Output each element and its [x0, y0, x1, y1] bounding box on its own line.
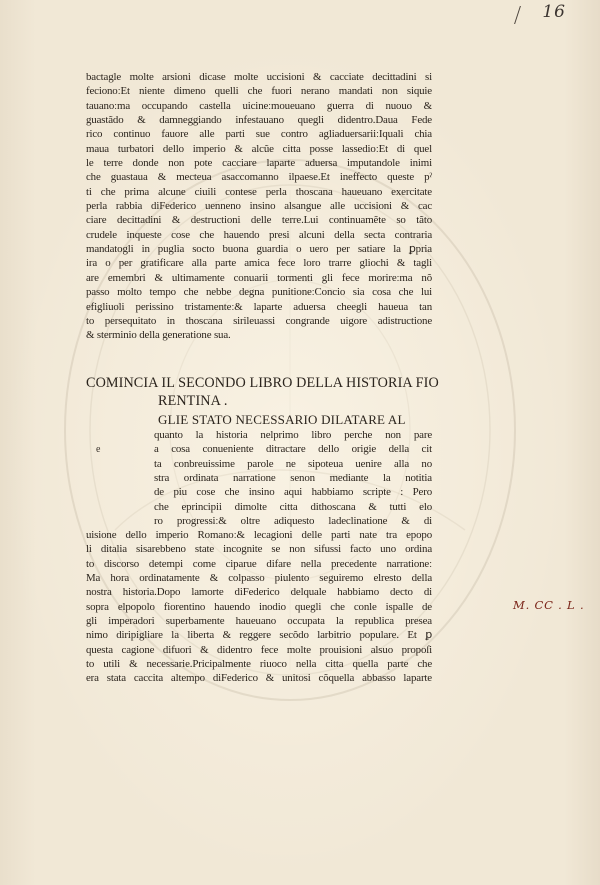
incipit-line: GLIE STATO NECESSARIO DILATARE AL — [158, 412, 406, 427]
text-line: guastãdo & damneggiando infestauano quegli didentro.Daua Fede — [86, 114, 432, 127]
text-line: ti che prima alcune ciuili contese perla thoscana haueuano exercitate — [86, 185, 432, 198]
text-line: gli imperadori superbamente haueuano occupata la republica presea — [86, 615, 432, 628]
text-line: are emembri & ultimamente conuarii tormenti gli fece morireːma nõ — [86, 271, 432, 284]
paragraph-second-indented — [154, 428, 432, 528]
text-line: Ma hora ordinatamente & colpasso piulento seguiremo elresto della — [86, 572, 432, 585]
text-line: maua turbatori dello imperio & alcũe citta posse lassedioːEt di quel — [86, 142, 432, 155]
text-line: bactagle molte arsioni dicase molte uccisioni & cacciate decittadini si — [86, 71, 432, 83]
text-line: nostra historia.Dopo lamorte diFederico delquale habbiamo decto di — [86, 586, 432, 599]
text-line: fecionoːEt niente dimeno quelli che fuori nerano mandati non siquie — [86, 85, 432, 98]
text-line: uisione dello imperio Romanoː& lecagioni delle parti nate tra epopo — [86, 529, 432, 541]
text-line: de piu cose che insino aqui habbiamo scripte : Pero — [154, 486, 432, 499]
heading-line-2: RENTINA . — [158, 392, 228, 409]
text-line: to discorso detempi come ciparue difare nella precedente narrationeː — [86, 557, 432, 570]
text-line: tauanoːma occupando castella uicineːmoueuano guerra di nuouo & — [86, 99, 432, 112]
text-line: a cosa conueniente ditractare dello origie della cit — [154, 443, 432, 456]
text-line: ro progressiː& oltre adiquesto ladeclinatione & di — [154, 515, 432, 528]
text-line: questa cagione difuori & didentro fece molte prouisioni alsuo propoſi — [86, 643, 432, 656]
text-line: le terre donde non pote cacciare laparte aduersa imputandole inimi — [86, 157, 432, 170]
text-line: rico continuo fauore alle parti sue contro agliaduersariiːIquali chia — [86, 128, 432, 141]
folio-stroke-mark — [514, 6, 531, 24]
text-line: ira o per gratificare alla parte amica fece loro trarre gliochi & tagli — [86, 257, 432, 270]
paragraph-first — [86, 70, 432, 343]
margin-date-note: M. CC . L . — [513, 598, 585, 612]
text-line: che eprincipii dimolte citta dithoscana & tutti elo — [154, 500, 432, 513]
text-line: che guastaua & mecteua asaccomanno ilpaese.Et ineffecto queste pˀ — [86, 171, 432, 184]
text-line: efigliuoli perissino tristamenteː& laparte aduersa cheegli haueua tan — [86, 300, 432, 313]
guide-letter: e — [96, 444, 101, 455]
heading-line-1: COMINCIA IL SECONDO LIBRO DELLA HISTORIA FIO — [86, 375, 439, 391]
text-line: mandatogli in puglia socto buona guardia o uero per satiare la ꝑpria — [86, 243, 432, 256]
text-line: sopra elpopolo fiorentino hauendo inodio quegli che conle ispalle de — [86, 600, 432, 613]
text-line: passo molto tempo che nebbe degna punitioneːConcio sia cosa che lui — [86, 286, 432, 299]
text-line: li ditalia sisarebbeno state incognite se non sifussi facto uno ordina — [86, 543, 432, 556]
text-line: & sterminio della generatione sua. — [86, 329, 231, 342]
text-line: to utili & necessarie.Pricipalmente riuoco nella citta quella parte che — [86, 658, 432, 671]
text-line: stra ordinata narratione senon mediante la notitia — [154, 472, 432, 485]
text-line: era stata caccita altempo diFederico & unitosi cõquella abbasso laparte — [86, 672, 432, 685]
text-line: nimo diripigliare la liberta & reggere secõdo larbitrio populare. Et ꝑ — [86, 629, 432, 642]
paragraph-second-full — [86, 528, 432, 686]
text-line: quanto la historia nelprimo libro perche non pare — [154, 429, 432, 441]
text-line: to persequitato in thoscana sirileuassi congrande uigore adistructione — [86, 314, 432, 327]
book-heading — [86, 375, 439, 410]
text-line: crudele inqueste cose che hauendo presi alcuni della secta contraria — [86, 228, 432, 241]
text-line: ciare decittadini & destructioni delle terre.Lui continuamẽte so tãto — [86, 214, 432, 227]
text-line: ta conbreuissime parole ne sipoteua uenire alla no — [154, 457, 432, 470]
folio-number: 16 — [542, 2, 566, 22]
text-line: perla rabbia diFederico uenneno insino alsangue alle uccisioni & cac — [86, 200, 432, 213]
